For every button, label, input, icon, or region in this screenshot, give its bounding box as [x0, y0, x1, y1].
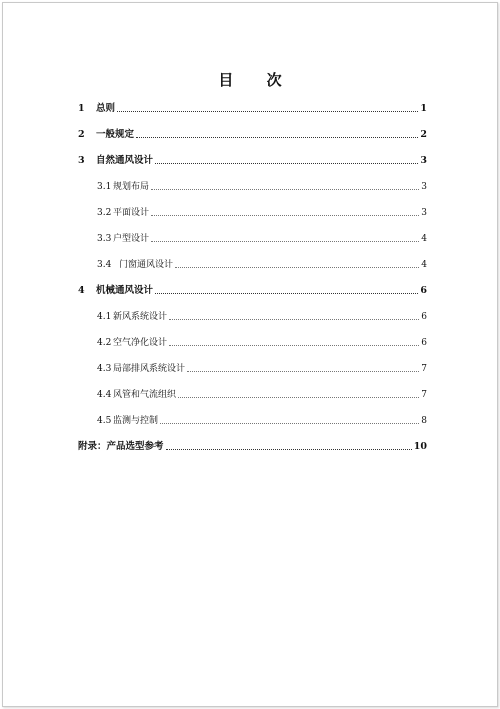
toc-entry-number: 3.4: [97, 260, 112, 270]
toc-entry-page: 6: [421, 338, 427, 348]
toc-entry-label: 监测与控制: [113, 416, 159, 426]
toc-entry-label: 门窗通风设计: [119, 260, 174, 270]
toc-entry-page: 6: [420, 285, 427, 296]
toc-entry-page: 4: [421, 234, 427, 244]
toc-entry-page: 3: [420, 155, 427, 166]
toc-entry[interactable]: [78, 101, 427, 115]
dot-leader: [117, 110, 418, 112]
dot-leader: [151, 188, 419, 190]
toc-entry-page: 1: [420, 103, 427, 114]
toc-entry-number: 4.5: [97, 416, 112, 426]
toc-entry[interactable]: [97, 205, 427, 219]
dot-leader: [166, 448, 412, 450]
dot-leader: [136, 136, 418, 138]
toc-entry-number: 3.3: [97, 234, 112, 244]
toc-entry-label: 自然通风设计: [96, 155, 154, 166]
toc-entry[interactable]: [78, 439, 427, 453]
toc-entry-page: 7: [421, 364, 427, 374]
toc-entry-label: 机械通风设计: [96, 285, 154, 296]
toc-entry-number: 2: [78, 129, 85, 140]
toc-entry-number: 3.1: [97, 182, 112, 192]
toc-entry-number: 4: [78, 285, 85, 296]
toc-entry[interactable]: [78, 283, 427, 297]
dot-leader: [160, 422, 419, 424]
dot-leader: [155, 162, 418, 164]
toc-entry-label: 空气净化设计: [113, 338, 168, 348]
toc-entry[interactable]: [97, 361, 427, 375]
dot-leader: [151, 240, 419, 242]
toc-entry-page: 3: [421, 182, 427, 192]
toc-entry[interactable]: [97, 335, 427, 349]
toc-entry[interactable]: [78, 127, 427, 141]
toc-entry-number: 4.2: [97, 338, 112, 348]
toc-entry[interactable]: [97, 387, 427, 401]
dot-leader: [187, 370, 419, 372]
toc-entry-label: 新风系统设计: [113, 312, 168, 322]
toc-entry[interactable]: [78, 153, 427, 167]
dot-leader: [155, 292, 418, 294]
toc-entry-label: 局部排风系统设计: [113, 364, 186, 374]
toc-entry[interactable]: [97, 257, 427, 271]
toc-entry-number: 4.3: [97, 364, 112, 374]
dot-leader: [151, 214, 419, 216]
toc-entry-label: 附录：产品选型参考: [78, 441, 164, 452]
toc-entry-label: 平面设计: [113, 208, 150, 218]
toc-entry-label: 规划布局: [113, 182, 150, 192]
dot-leader: [169, 318, 419, 320]
toc-entry[interactable]: [97, 309, 427, 323]
toc-entry[interactable]: [97, 231, 427, 245]
dot-leader: [175, 266, 419, 268]
toc-entry-page: 6: [421, 312, 427, 322]
dot-leader: [169, 344, 419, 346]
toc-entry-number: 4.4: [97, 390, 112, 400]
toc-entry-label: 总则: [96, 103, 116, 114]
toc-entry[interactable]: [97, 179, 427, 193]
toc-entry-page: 8: [421, 416, 427, 426]
toc-entry[interactable]: [97, 413, 427, 427]
toc-title: 目 次: [218, 71, 296, 89]
toc-entry-label: 一般规定: [96, 129, 135, 140]
toc-entry-page: 7: [421, 390, 427, 400]
toc-entry-number: 3.2: [97, 208, 112, 218]
toc-entry-number: 4.1: [97, 312, 112, 322]
toc-entry-page: 3: [421, 208, 427, 218]
dot-leader: [178, 396, 419, 398]
toc-entry-page: 4: [421, 260, 427, 270]
toc-entry-page: 2: [420, 129, 427, 140]
toc-entry-page: 10: [413, 441, 427, 452]
toc-entry-number: 3: [78, 155, 85, 166]
toc-entry-number: 1: [78, 103, 85, 114]
toc-entry-label: 风管和气流组织: [113, 390, 177, 400]
toc-entry-label: 户型设计: [113, 234, 150, 244]
